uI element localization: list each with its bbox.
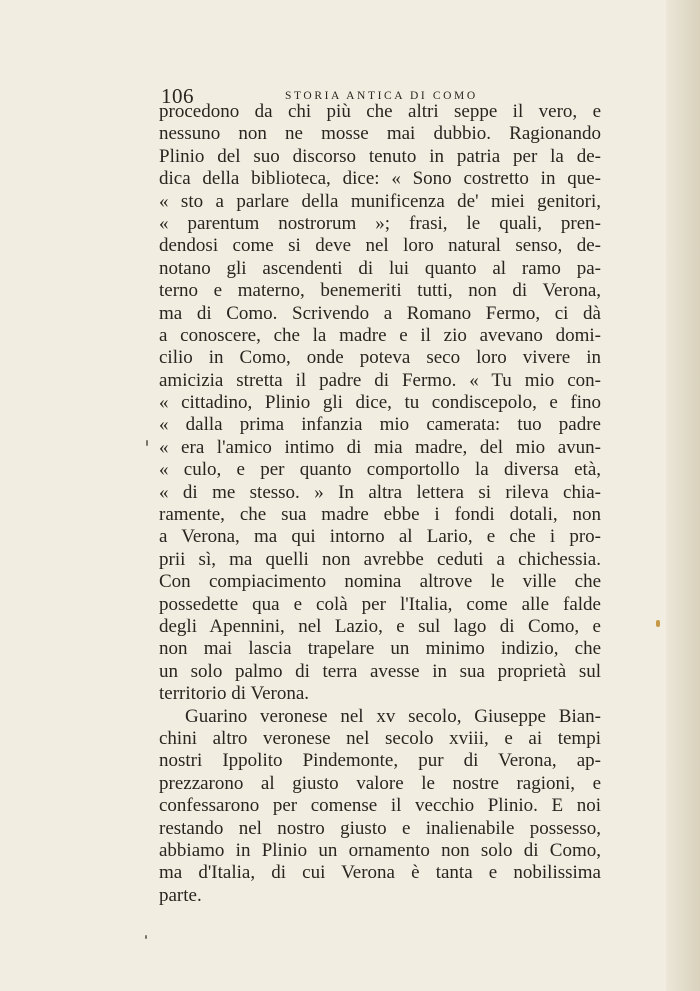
text-line: prii sì, ma quelli non avrebbe ceduti a chichessia. xyxy=(159,548,601,570)
text-line: un solo palmo di terra avesse in sua proprietà sul xyxy=(159,660,601,682)
text-line: restando nel nostro giusto e inalienabile possesso, xyxy=(159,817,601,839)
paper-speck xyxy=(145,935,147,939)
text-line: « cittadino, Plinio gli dice, tu condiscepolo, e fino xyxy=(159,392,601,414)
text-line: dendosi come si deve nel loro natural senso, de- xyxy=(159,235,601,257)
running-title: STORIA ANTICA DI COMO xyxy=(285,90,478,102)
text-line: chini altro veronese nel secolo xviii, e ai tempi xyxy=(159,727,601,749)
text-line: ma d'Italia, di cui Verona è tanta e nobilissima xyxy=(159,862,601,884)
text-line: territorio di Verona. xyxy=(159,683,310,705)
text-line: « sto a parlare della munificenza de' miei genitori, xyxy=(159,190,601,212)
text-line: terno e materno, benemeriti tutti, non di Verona, xyxy=(159,280,601,302)
text-line: Plinio del suo discorso tenuto in patria per la de- xyxy=(159,145,601,167)
paragraph xyxy=(159,101,601,706)
text-line: notano gli ascendenti di lui quanto al ramo pa- xyxy=(159,257,601,279)
paragraph xyxy=(159,706,601,908)
text-line: non mai lascia trapelare un minimo indizio, che xyxy=(159,638,601,660)
text-line: prezzarono al giusto valore le nostre ragioni, e xyxy=(159,772,601,794)
text-line: nessuno non ne mosse mai dubbio. Ragionando xyxy=(159,123,601,145)
page-edge-shadow xyxy=(666,0,700,991)
text-line: ramente, che sua madre ebbe i fondi dotali, non xyxy=(159,504,601,526)
text-line: degli Apennini, nel Lazio, e sul lago di Como, e xyxy=(159,615,601,637)
text-line: a conoscere, che la madre e il zio avevano domi- xyxy=(159,324,601,346)
text-line: possedette qua e colà per l'Italia, come alle falde xyxy=(159,593,601,615)
text-line: Con compiacimento nomina altrove le ville che xyxy=(159,571,601,593)
text-line: « parentum nostrorum »; frasi, le quali, pren- xyxy=(159,212,601,234)
text-line: « dalla prima infanzia mio camerata: tuo padre xyxy=(159,414,601,436)
text-line: cilio in Como, onde poteva seco loro vivere in xyxy=(159,347,601,369)
text-line: dica della biblioteca, dice: « Sono costretto in que- xyxy=(159,168,601,190)
text-line: a Verona, ma qui intorno al Lario, e che i pro- xyxy=(159,526,601,548)
text-line: parte. xyxy=(159,884,202,906)
text-line: nostri Ippolito Pindemonte, pur di Verona, ap- xyxy=(159,750,601,772)
text-line: confessarono per comense il vecchio Plinio. E noi xyxy=(159,795,601,817)
text-line: abbiamo in Plinio un ornamento non solo di Como, xyxy=(159,839,601,861)
text-line: « era l'amico intimo di mia madre, del mio avun- xyxy=(159,436,601,458)
paper-stain xyxy=(656,620,660,627)
text-line: procedono da chi più che altri seppe il vero, e xyxy=(159,101,601,122)
text-line: « culo, e per quanto comportollo la diversa età, xyxy=(159,459,601,481)
text-line: amicizia stretta il padre di Fermo. « Tu mio con- xyxy=(159,369,601,391)
text-line: ma di Como. Scrivendo a Romano Fermo, ci dà xyxy=(159,302,601,324)
text-line: « di me stesso. » In altra lettera si rileva chia- xyxy=(159,481,601,503)
text-line: Guarino veronese nel xv secolo, Giuseppe Bian- xyxy=(185,705,601,727)
paper-speck xyxy=(146,440,148,446)
body-text xyxy=(159,101,601,907)
page-number: 106 xyxy=(161,84,194,108)
